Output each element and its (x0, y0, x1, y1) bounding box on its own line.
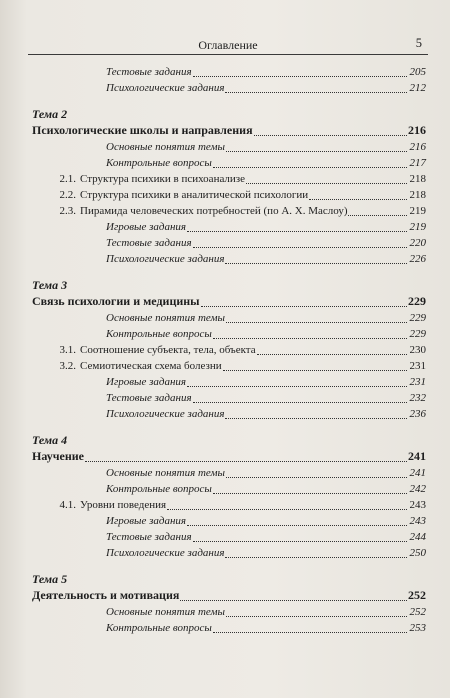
entry-page: 252 (408, 588, 426, 602)
entry-page: 229 (408, 294, 426, 308)
entry-page: 216 (409, 141, 426, 153)
dot-leader (213, 163, 407, 168)
entry-page: 252 (409, 606, 426, 618)
dot-leader (246, 179, 407, 184)
entry-title: Основные понятия темы (106, 606, 225, 618)
entry-title: Деятельность и мотивация (32, 588, 180, 602)
entry-title: Научение (32, 449, 84, 463)
toc-entry (32, 235, 426, 251)
entry-number: 2.1. (59, 173, 76, 185)
entry-page: 216 (408, 123, 426, 137)
running-header (28, 34, 428, 55)
dot-leader (225, 553, 407, 558)
dot-leader (187, 521, 407, 526)
entry-number: 2.3. (59, 205, 76, 217)
entry-title: Основные понятия темы (106, 312, 225, 324)
toc-entry (32, 122, 426, 139)
dot-leader (193, 537, 407, 542)
entry-title: Основные понятия темы (106, 141, 225, 153)
toc-entry (32, 604, 426, 620)
topic-label: Тема 4 (32, 433, 68, 447)
entry-page: 218 (409, 189, 426, 201)
entry-title: Тестовые задания (106, 392, 192, 404)
entry-page: 243 (409, 499, 426, 511)
toc-entry (32, 358, 426, 374)
dot-leader (225, 414, 407, 419)
toc-entry (32, 326, 426, 342)
entry-title: Контрольные вопросы (106, 328, 212, 340)
dot-leader (257, 350, 407, 355)
toc-entry (32, 139, 426, 155)
dot-leader (213, 489, 407, 494)
dot-leader (85, 457, 407, 462)
dot-leader (213, 628, 407, 633)
entry-page: 205 (409, 66, 426, 78)
entry-title: Психологические задания (106, 547, 225, 559)
dot-leader (201, 302, 407, 307)
topic-label: Тема 5 (32, 572, 68, 586)
table-of-contents (32, 64, 426, 636)
entry-page: 250 (409, 547, 426, 559)
dot-leader (187, 382, 407, 387)
dot-leader (309, 195, 407, 200)
entry-title: Уровни поведения (80, 499, 167, 511)
entry-page: 229 (409, 328, 426, 340)
entry-title: Тестовые задания (106, 66, 192, 78)
dot-leader (180, 596, 407, 601)
topic-label: Тема 3 (32, 278, 68, 292)
toc-entry (32, 80, 426, 96)
toc-entry (32, 155, 426, 171)
toc-entry (32, 513, 426, 529)
entry-title: Игровые задания (106, 515, 187, 527)
dot-leader (348, 211, 407, 216)
entry-number: 2.2. (59, 189, 76, 201)
entry-title: Структура психики в психоанализе (80, 173, 246, 185)
toc-entry (32, 390, 426, 406)
entry-title: Семиотическая схема болезни (80, 360, 222, 372)
dot-leader (226, 318, 407, 323)
entry-title: Структура психики в аналитической психологии (80, 189, 309, 201)
entry-title: Пирамида человеческих потребностей (по А. Х. Маслоу) (80, 205, 348, 217)
entry-page: 220 (409, 237, 426, 249)
entry-page: 242 (409, 483, 426, 495)
entry-page: 212 (409, 82, 426, 94)
toc-entry (32, 529, 426, 545)
toc-entry (32, 251, 426, 267)
entry-page: 231 (409, 360, 426, 372)
entry-page: 241 (408, 449, 426, 463)
entry-page: 241 (409, 467, 426, 479)
dot-leader (223, 366, 407, 371)
entry-number: 4.1. (59, 499, 76, 511)
toc-entry (32, 171, 426, 187)
entry-title: Соотношение субъекта, тела, объекта (80, 344, 256, 356)
entry-title: Игровые задания (106, 221, 187, 233)
dot-leader (213, 334, 407, 339)
topic-label: Тема 2 (32, 107, 68, 121)
entry-title: Контрольные вопросы (106, 157, 212, 169)
dot-leader (225, 88, 407, 93)
entry-page: 236 (409, 408, 426, 420)
dot-leader (226, 612, 407, 617)
entry-title: Игровые задания (106, 376, 187, 388)
entry-page: 230 (409, 344, 426, 356)
entry-page: 232 (409, 392, 426, 404)
toc-entry (32, 187, 426, 203)
dot-leader (193, 398, 407, 403)
entry-page: 253 (409, 622, 426, 634)
entry-title: Психологические школы и направления (32, 123, 253, 137)
entry-title: Психологические задания (106, 253, 225, 265)
toc-entry (32, 342, 426, 358)
entry-page: 231 (409, 376, 426, 388)
toc-entry (32, 465, 426, 481)
toc-entry (32, 545, 426, 561)
toc-entry (32, 406, 426, 422)
toc-entry (32, 64, 426, 80)
entry-title: Психологические задания (106, 408, 225, 420)
toc-entry (32, 620, 426, 636)
toc-entry (32, 310, 426, 326)
dot-leader (226, 147, 407, 152)
entry-title: Психологические задания (106, 82, 225, 94)
entry-title: Тестовые задания (106, 531, 192, 543)
dot-leader (226, 473, 407, 478)
toc-entry (32, 497, 426, 513)
dot-leader (193, 72, 407, 77)
toc-entry (32, 587, 426, 604)
toc-entry (32, 293, 426, 310)
entry-title: Тестовые задания (106, 237, 192, 249)
dot-leader (187, 227, 407, 232)
entry-page: 226 (409, 253, 426, 265)
toc-entry (32, 481, 426, 497)
toc-entry (32, 448, 426, 465)
toc-entry (32, 203, 426, 219)
entry-number: 3.1. (59, 344, 76, 356)
entry-title: Контрольные вопросы (106, 483, 212, 495)
entry-page: 243 (409, 515, 426, 527)
entry-number: 3.2. (59, 360, 76, 372)
entry-page: 218 (409, 173, 426, 185)
entry-title: Связь психологии и медицины (32, 294, 200, 308)
dot-leader (193, 243, 407, 248)
toc-entry (32, 219, 426, 235)
header-page-number: 5 (415, 36, 422, 50)
entry-page: 219 (409, 205, 426, 217)
entry-title: Контрольные вопросы (106, 622, 212, 634)
dot-leader (167, 505, 407, 510)
dot-leader (254, 131, 407, 136)
entry-page: 219 (409, 221, 426, 233)
header-title: Оглавление (198, 38, 258, 52)
entry-page: 229 (409, 312, 426, 324)
entry-page: 244 (409, 531, 426, 543)
entry-page: 217 (409, 157, 426, 169)
toc-entry (32, 374, 426, 390)
entry-title: Основные понятия темы (106, 467, 225, 479)
dot-leader (225, 259, 407, 264)
